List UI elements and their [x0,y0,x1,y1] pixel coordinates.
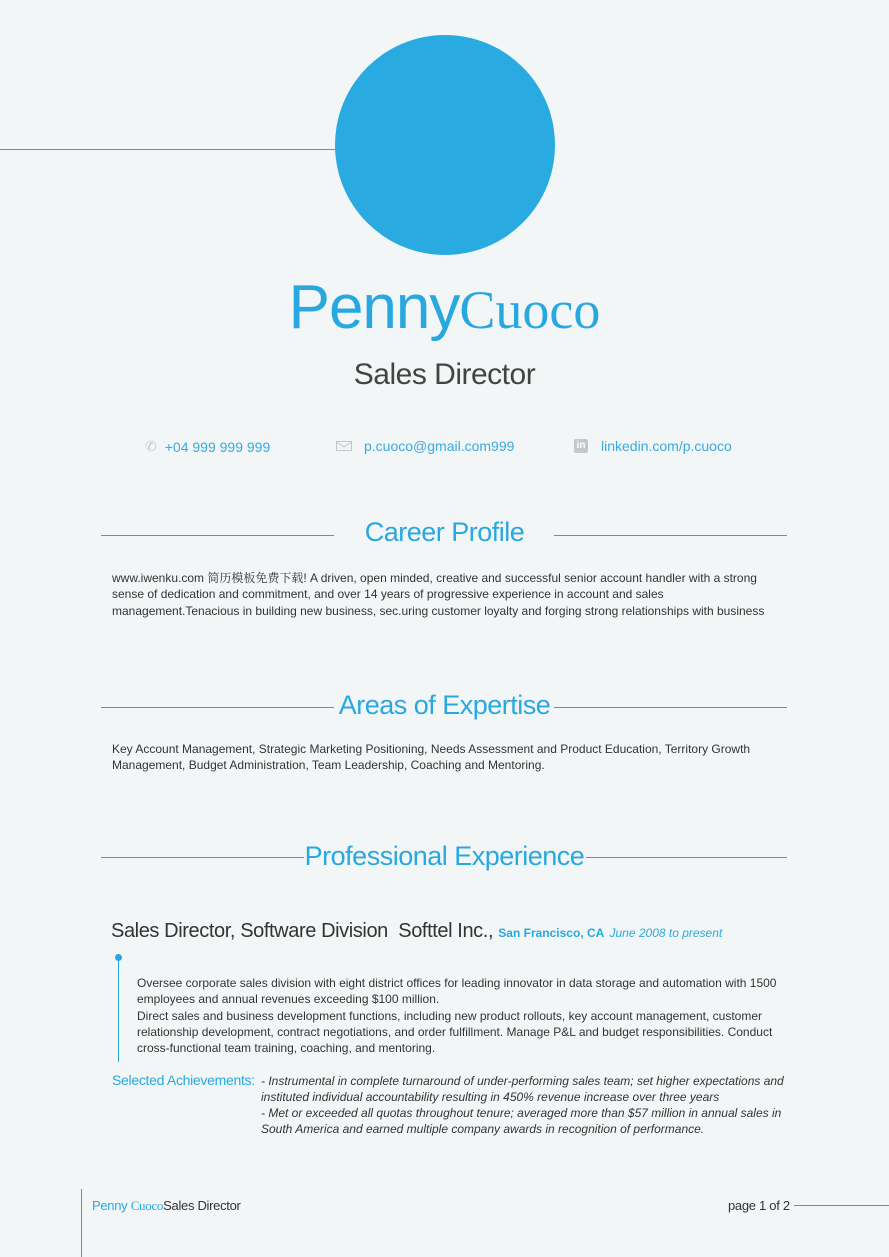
achievement-item: - Instrumental in complete turnaround of under-performing sales team; set higher expectations and instituted individual accountability resulting in 450% revenue increase over three years [261,1074,784,1104]
expertise-text: Key Account Management, Strategic Marketing Positioning, Needs Assessment and Product Education, Territory Growth Management, Budget Administration, Team Leadership, Coaching and Mentoring. [112,742,751,773]
job-description-2: Direct sales and business development functions, including new product rollouts, key account management, customer relationship development, contract negotiations, and order fulfillment. Manage P&L and budget responsibilities. Conduct cross-functional team training, coaching, and mentoring. [137,1008,773,1056]
career-profile-text: www.iwenku.com 简历模板免费下载! A driven, open minded, creative and successful senior account handler with a strong sense of dedication and commitment, and over 14 years of progressive experience in account and sales management.Tenacious in building new business, sec.uring customer loyalty and forging strong relationships with business [112,571,765,618]
contact-email[interactable] [336,438,514,454]
job-location: San Francisco, CA [498,926,605,940]
phone-icon: ✆ [145,438,157,454]
page-number: page 1 of 2 [728,1198,790,1213]
last-name: Cuoco [459,280,601,340]
achievements-list [261,1073,791,1137]
timeline-line [118,958,119,1062]
footer-rule [794,1205,889,1206]
linkedin-text: linkedin.com/p.cuoco [601,438,732,454]
linkedin-icon: in [574,439,588,453]
achievement-item: - Met or exceeded all quotas throughout tenure; averaged more than $57 million in annual sales in South America and earned multiple company awards in recognition of performance. [261,1106,782,1136]
achievements-label: Selected Achievements: [112,1072,255,1088]
contact-linkedin[interactable] [574,438,732,454]
phone-text: +04 999 999 999 [164,438,271,455]
job-heading [111,914,722,950]
mail-icon [336,441,352,451]
footer-title: Sales Director [163,1198,241,1213]
candidate-title: Sales Director [353,358,536,391]
job-description [137,975,782,1056]
first-name: Penny [288,273,460,342]
footer-rule-vertical [81,1189,82,1257]
header-rule [0,149,337,150]
footer-last-name: Cuoco [130,1198,164,1213]
job-dates: June 2008 to present [609,926,723,940]
footer-first-name: Penny [92,1198,128,1213]
job-description-1: Oversee corporate sales division with eight district offices for leading innovator in data storage and automation with 1500 employees and annual revenues exceeding $100 million. [137,976,777,1007]
section-title-expertise: Areas of Expertise [338,690,551,720]
footer-name [92,1198,241,1214]
timeline-dot [115,954,122,961]
contact-phone[interactable] [145,438,270,455]
email-text: p.cuoco@gmail.com999 [364,438,515,454]
section-title-experience: Professional Experience [304,841,585,871]
avatar [335,35,555,255]
candidate-name [0,270,889,348]
job-role: Sales Director, Software Division [111,920,388,942]
job-company: Softtel Inc., [398,920,494,942]
section-title-career-profile: Career Profile [364,517,525,547]
